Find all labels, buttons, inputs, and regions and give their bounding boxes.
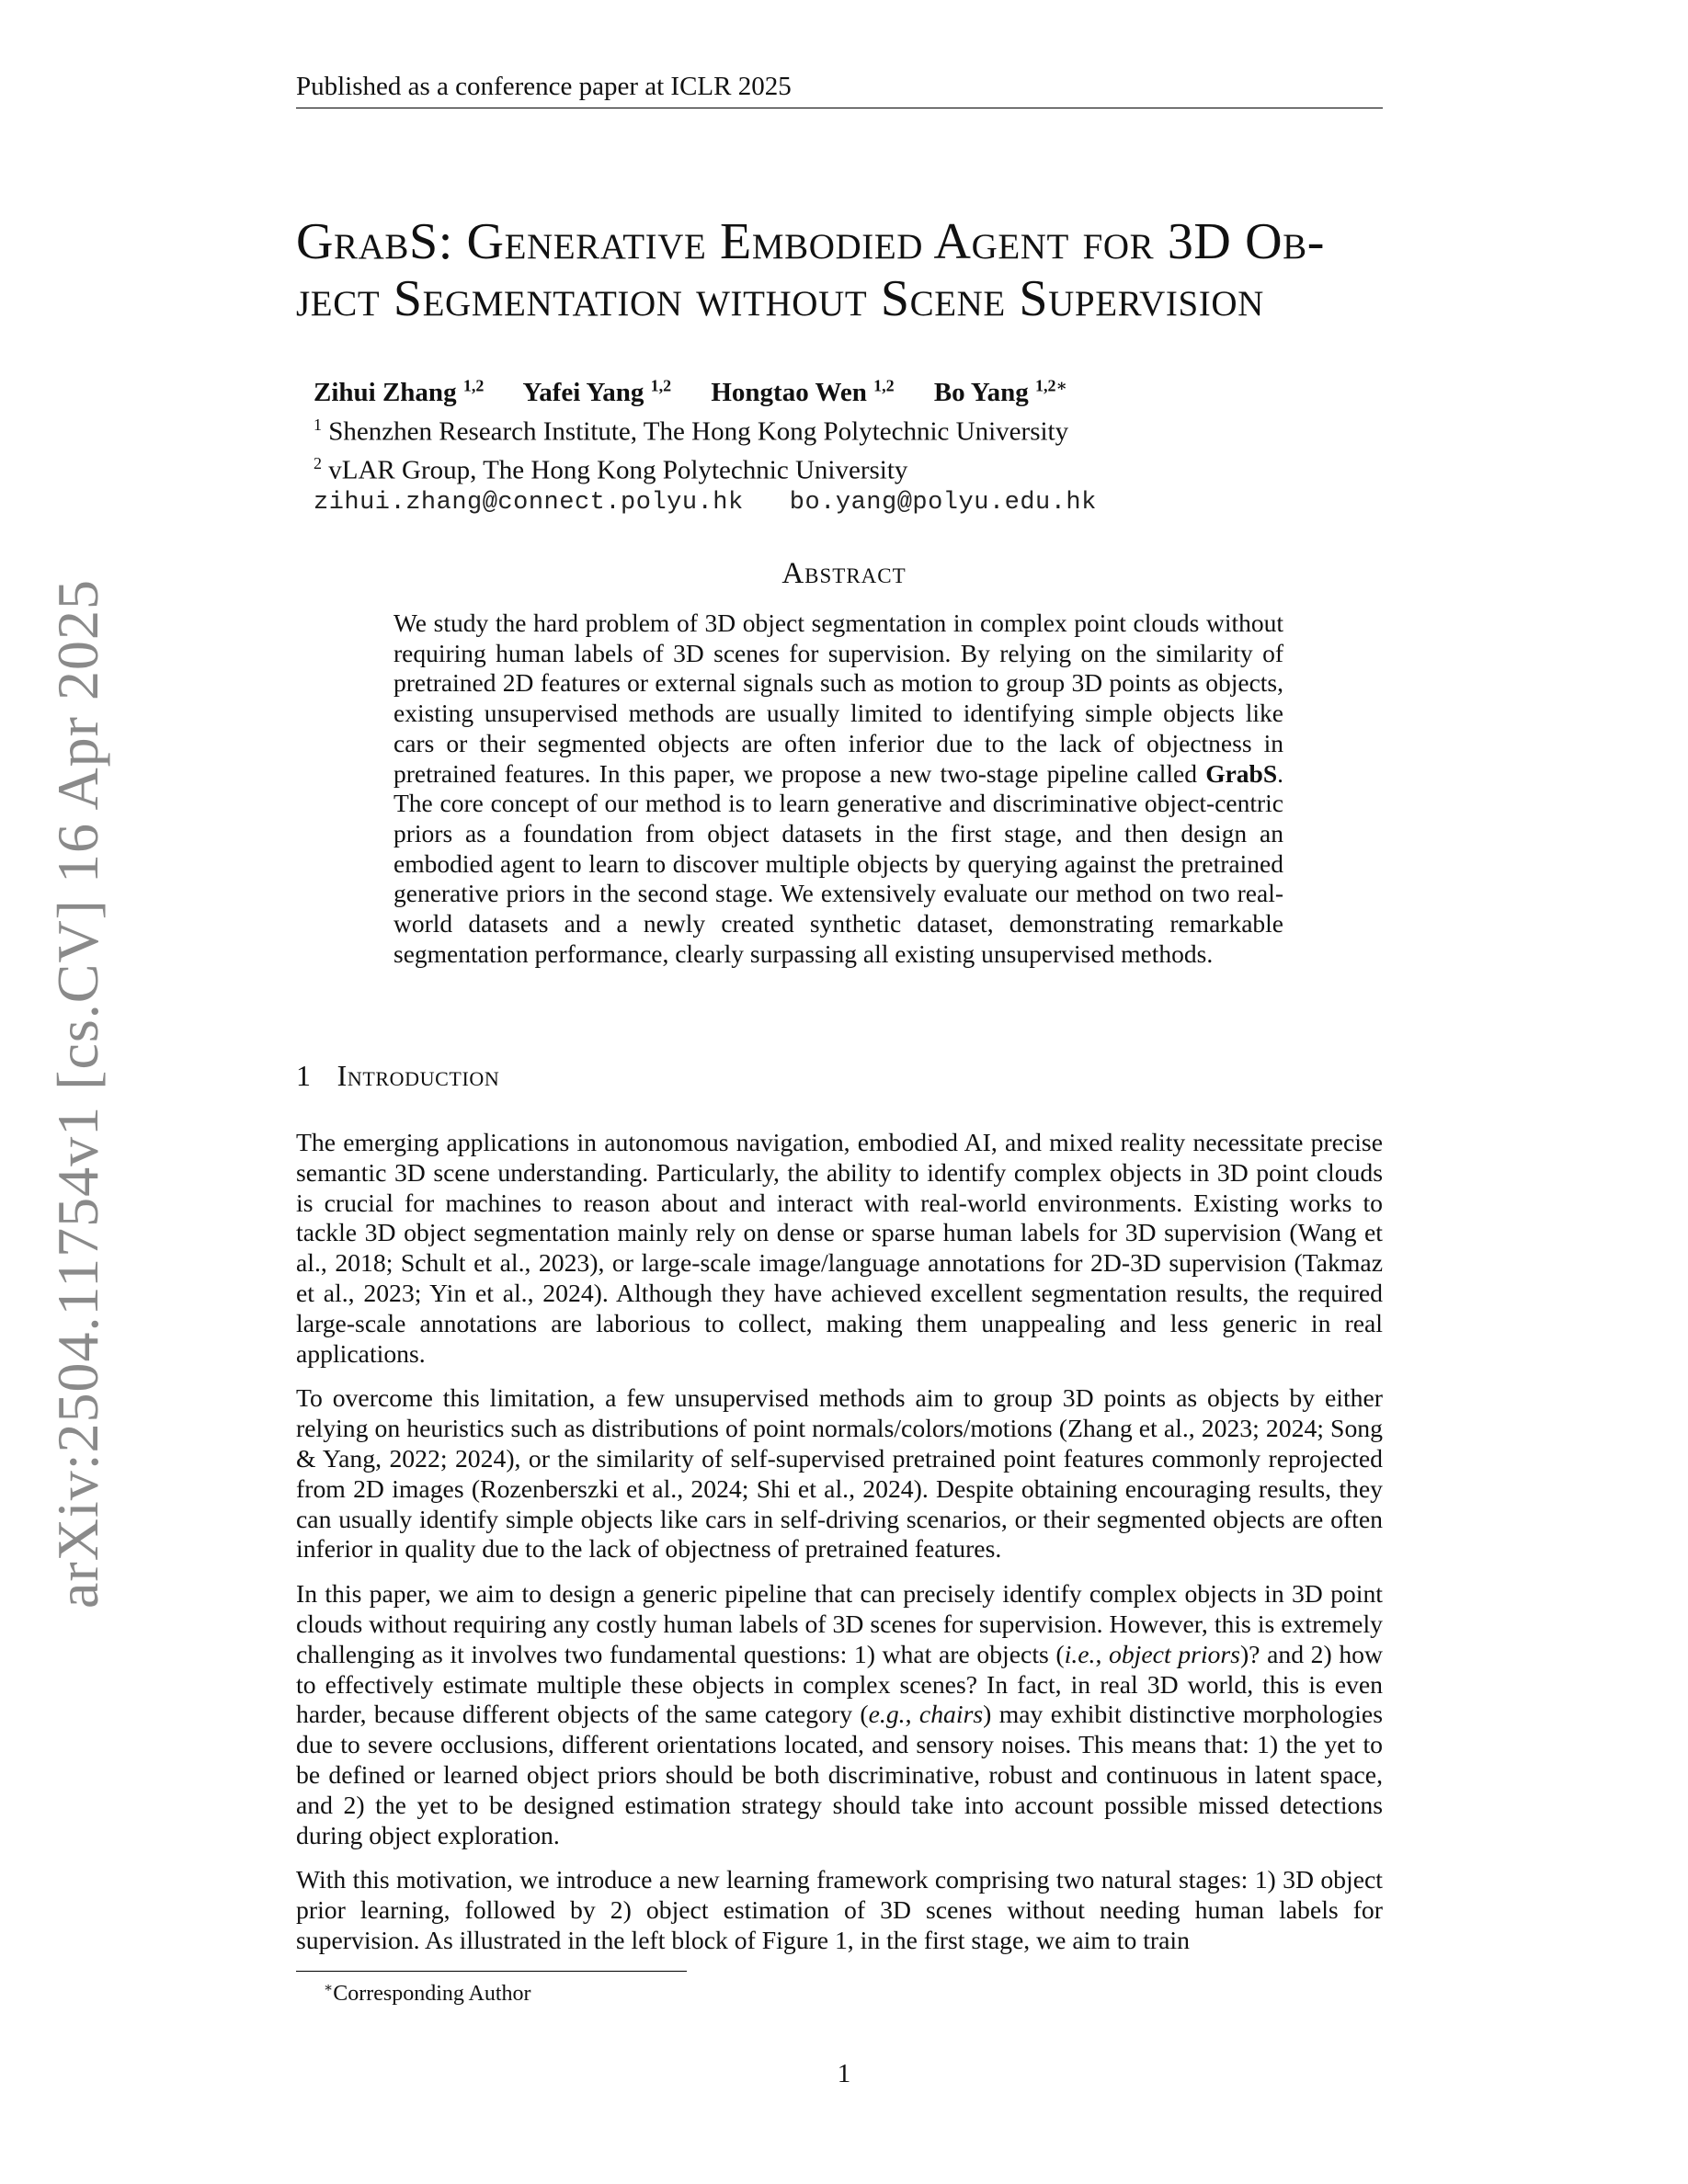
page-number: 1 <box>837 2059 851 2088</box>
method-name: GrabS <box>1205 758 1278 788</box>
paragraph: In this paper, we aim to design a generic pipeline that can precisely identify complex objects in 3D point clouds without requiring any costly human labels of 3D scenes for supervision. However, this is extremely challenging as it involves two fundamental questions: 1) what are objects (i.e., object priors)? and 2) how to effectively estimate multiple these objects in complex scenes? In fact, in real 3D world, this is even harder, because different objects of the same category (e.g., chairs) may exhibit distinctive morphologies due to severe occlusions, different orientations located, and sensory noises. This means that: 1) the yet to be defined or learned object priors should be both discriminative, robust and continuous in latent space, and 2) the yet to be designed estimation strategy should take into account possible missed detections during object exploration. <box>296 1579 1383 1849</box>
author: Hongtao Wen $^{1,2}$ <box>711 376 895 407</box>
arxiv-side-stamp: arXiv:2504.11754v1 [cs.CV] 16 Apr 2025 <box>45 579 110 1609</box>
author: Yafei Yang $^{1,2}$ <box>522 376 672 407</box>
section-heading-introduction: 1 Introduction <box>296 1059 500 1092</box>
paragraph: To overcome this limitation, a few unsupervised methods aim to group 3D points as objects by either relying on heuristics such as distributions of point normals/colors/motions (Zhang et al., 2023; 2024; Song & Yang, 2022; 2024), or the similarity of self-supervised pretrained point features commonly reprojected from 2D images (Rozenberszki et al., 2024; Shi et al., 2024). Despite obtaining encouraging results, they can usually identify simple objects like cars in self-driving scenarios, or their segmented objects are often inferior in quality due to the lack of objectness of pretrained features. <box>296 1383 1383 1564</box>
author: Bo Yang $^{1,2∗}$ <box>933 376 1067 407</box>
paragraph: The emerging applications in autonomous navigation, embodied AI, and mixed reality necessitate precise semantic 3D scene understanding. Particularly, the ability to identify complex objects in 3D point clouds is crucial for machines to reason about and interact with real-world environments. Existing works to tackle 3D object segmentation mainly rely on dense or sparse human labels for 3D supervision (Wang et al., 2018; Schult et al., 2023), or large-scale image/language annotations for 2D-3D supervision (Takmaz et al., 2023; Yin et al., 2024). Although they have achieved excellent segmentation results, the required large-scale annotations are laborious to collect, making them unappealing and less generic in real applications. <box>296 1128 1383 1368</box>
title-line-2: ject Segmentation without Scene Supervision <box>296 270 1264 327</box>
author-block <box>314 370 1101 519</box>
footnote-rule <box>296 1971 687 1972</box>
author: Zihui Zhang $^{1,2}$ <box>314 376 485 407</box>
author-emails: zihui.zhang@connect.polyu.hk bo.yang@polyu.edu.hk <box>314 488 1097 517</box>
running-header: Published as a conference paper at ICLR 2025 <box>296 72 1383 108</box>
abstract-text: We study the hard problem of 3D object segmentation in complex point clouds without requiring human labels of 3D scenes for supervision. By relying on the similarity of pretrained 2D features or external signals such as motion to group 3D points as objects, existing unsupervised methods are usually limited to identifying simple objects like cars or their segmented objects are often inferior due to the lack of objectness in pretrained features. In this paper, we propose a new two-stage pipeline called GrabS. The core concept of our method is to learn generative and discriminative object-centric priors as a foundation from object datasets in the first stage, and then design an embodied agent to learn to discover multiple objects by querying against the pretrained generative priors in the second stage. We extensively evaluate our method on two real-world datasets and a newly created synthetic dataset, demonstrating remarkable segmentation performance, clearly surpassing all existing unsupervised methods. <box>393 609 1283 968</box>
affiliation: $^2$ vLAR Group, The Hong Kong Polytechnic University <box>314 454 908 485</box>
footnote: ∗Corresponding Author <box>324 1981 531 2006</box>
title-line-1: GrabS: Generative Embodied Agent for 3D Ob- <box>296 213 1325 270</box>
paper-title <box>296 213 1390 327</box>
affiliation: $^1$ Shenzhen Research Institute, The Hong Kong Polytechnic University <box>314 415 1069 447</box>
body-text <box>296 1128 1383 1971</box>
author-names <box>314 370 1101 409</box>
abstract-heading: Abstract <box>781 557 907 590</box>
paragraph: With this motivation, we introduce a new learning framework comprising two natural stages: 1) 3D object prior learning, followed by 2) object estimation of 3D scenes without needing human labels for supervision. As illustrated in the left block of Figure 1, in the first stage, we aim to train <box>296 1865 1383 1954</box>
